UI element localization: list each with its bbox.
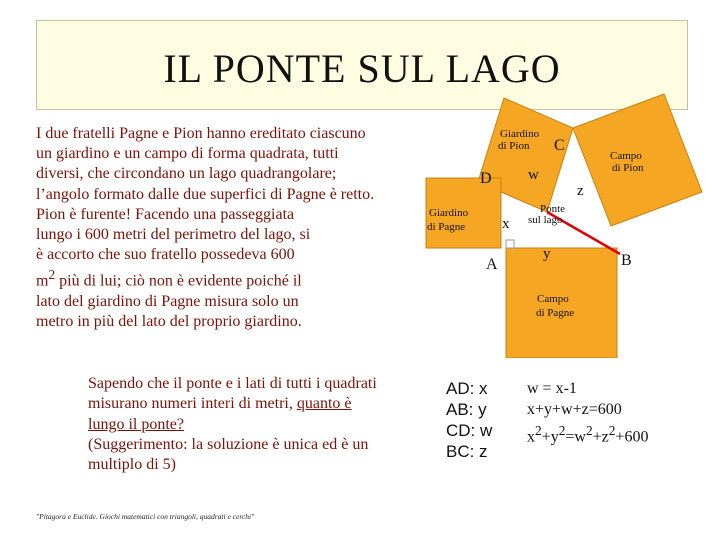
intro-line: lato del giardino di Pagne misura solo un <box>36 292 299 310</box>
unit-m: m <box>36 272 49 290</box>
lake-diagram <box>420 88 720 358</box>
unit-exponent: 2 <box>48 267 56 283</box>
right-angle-marker <box>506 240 514 248</box>
label-ponte: Ponte sul lago <box>528 203 566 226</box>
mapping-row: CD: w <box>446 421 493 440</box>
label-giardino-pion: Giardino di Pion <box>498 128 540 152</box>
intro-line: l’angolo formato dalle due superfici di Pagne è retto. <box>36 185 375 203</box>
vertex-b: B <box>621 252 632 269</box>
equation-3: $x^2+y^2=w^2+z^2+600$ <box>527 423 649 446</box>
label-giardino-pagne: Giardino di Pagne <box>427 207 469 233</box>
intro-line: lungo i 600 metri del perimetro del lago, si <box>36 226 311 244</box>
question-line <box>88 415 418 435</box>
intro-line: I due fratelli Pagne e Pion hanno ereditato ciascuno <box>36 125 366 142</box>
mapping-row: AD: x <box>446 379 488 398</box>
hint-line: multiplo di 5) <box>88 456 176 474</box>
mapping-row: AB: y <box>446 400 487 419</box>
hint-line: (Suggerimento: la soluzione è unica ed è un <box>88 435 369 453</box>
intro-line: Pion è furente! Facendo una passeggiata <box>36 205 295 223</box>
vertex-c: C <box>554 137 565 154</box>
vertex-d: D <box>480 170 492 187</box>
label-campo-pion: Campo di Pion <box>610 150 644 174</box>
intro-line <box>36 265 428 292</box>
equation-2: x+y+w+z=600 <box>527 401 622 418</box>
intro-line: diversi, che circondano un lago quadrangolare; <box>36 165 337 183</box>
question-highlight: lungo il ponte? <box>88 415 184 433</box>
question-highlight: quanto è <box>296 395 352 413</box>
problem-statement <box>36 124 428 332</box>
question-line: Sapendo che il ponte e i lati di tutti i quadrati <box>88 375 377 392</box>
question-text: misurano numeri interi di metri, <box>88 395 297 413</box>
source-citation: "Pitagora e Euclide. Giochi matematici con triangoli, quadrati e cerchi" <box>36 512 255 521</box>
equations-block <box>527 378 648 447</box>
intro-line: un giardino e un campo di forma quadrata, tutti <box>36 145 339 163</box>
vertex-a: A <box>486 256 498 273</box>
side-x: x <box>502 216 510 232</box>
question-block <box>88 374 418 475</box>
intro-line: metro in più del lato del proprio giardino. <box>36 313 302 331</box>
side-z: z <box>577 183 584 199</box>
intro-line-rest: più di lui; ciò non è evidente poiché il <box>55 272 302 290</box>
side-mapping <box>446 378 492 462</box>
intro-line: è accorto che suo fratello possedeva 600 <box>36 246 295 264</box>
page-title: IL PONTE SUL LAGO <box>163 46 561 91</box>
label-campo-pagne: Campo di Pagne <box>536 293 575 319</box>
mapping-row: BC: z <box>446 442 488 461</box>
side-w: w <box>528 167 539 183</box>
question-line <box>88 394 418 414</box>
equation-1: w = x-1 <box>527 380 577 397</box>
side-y: y <box>543 246 551 262</box>
